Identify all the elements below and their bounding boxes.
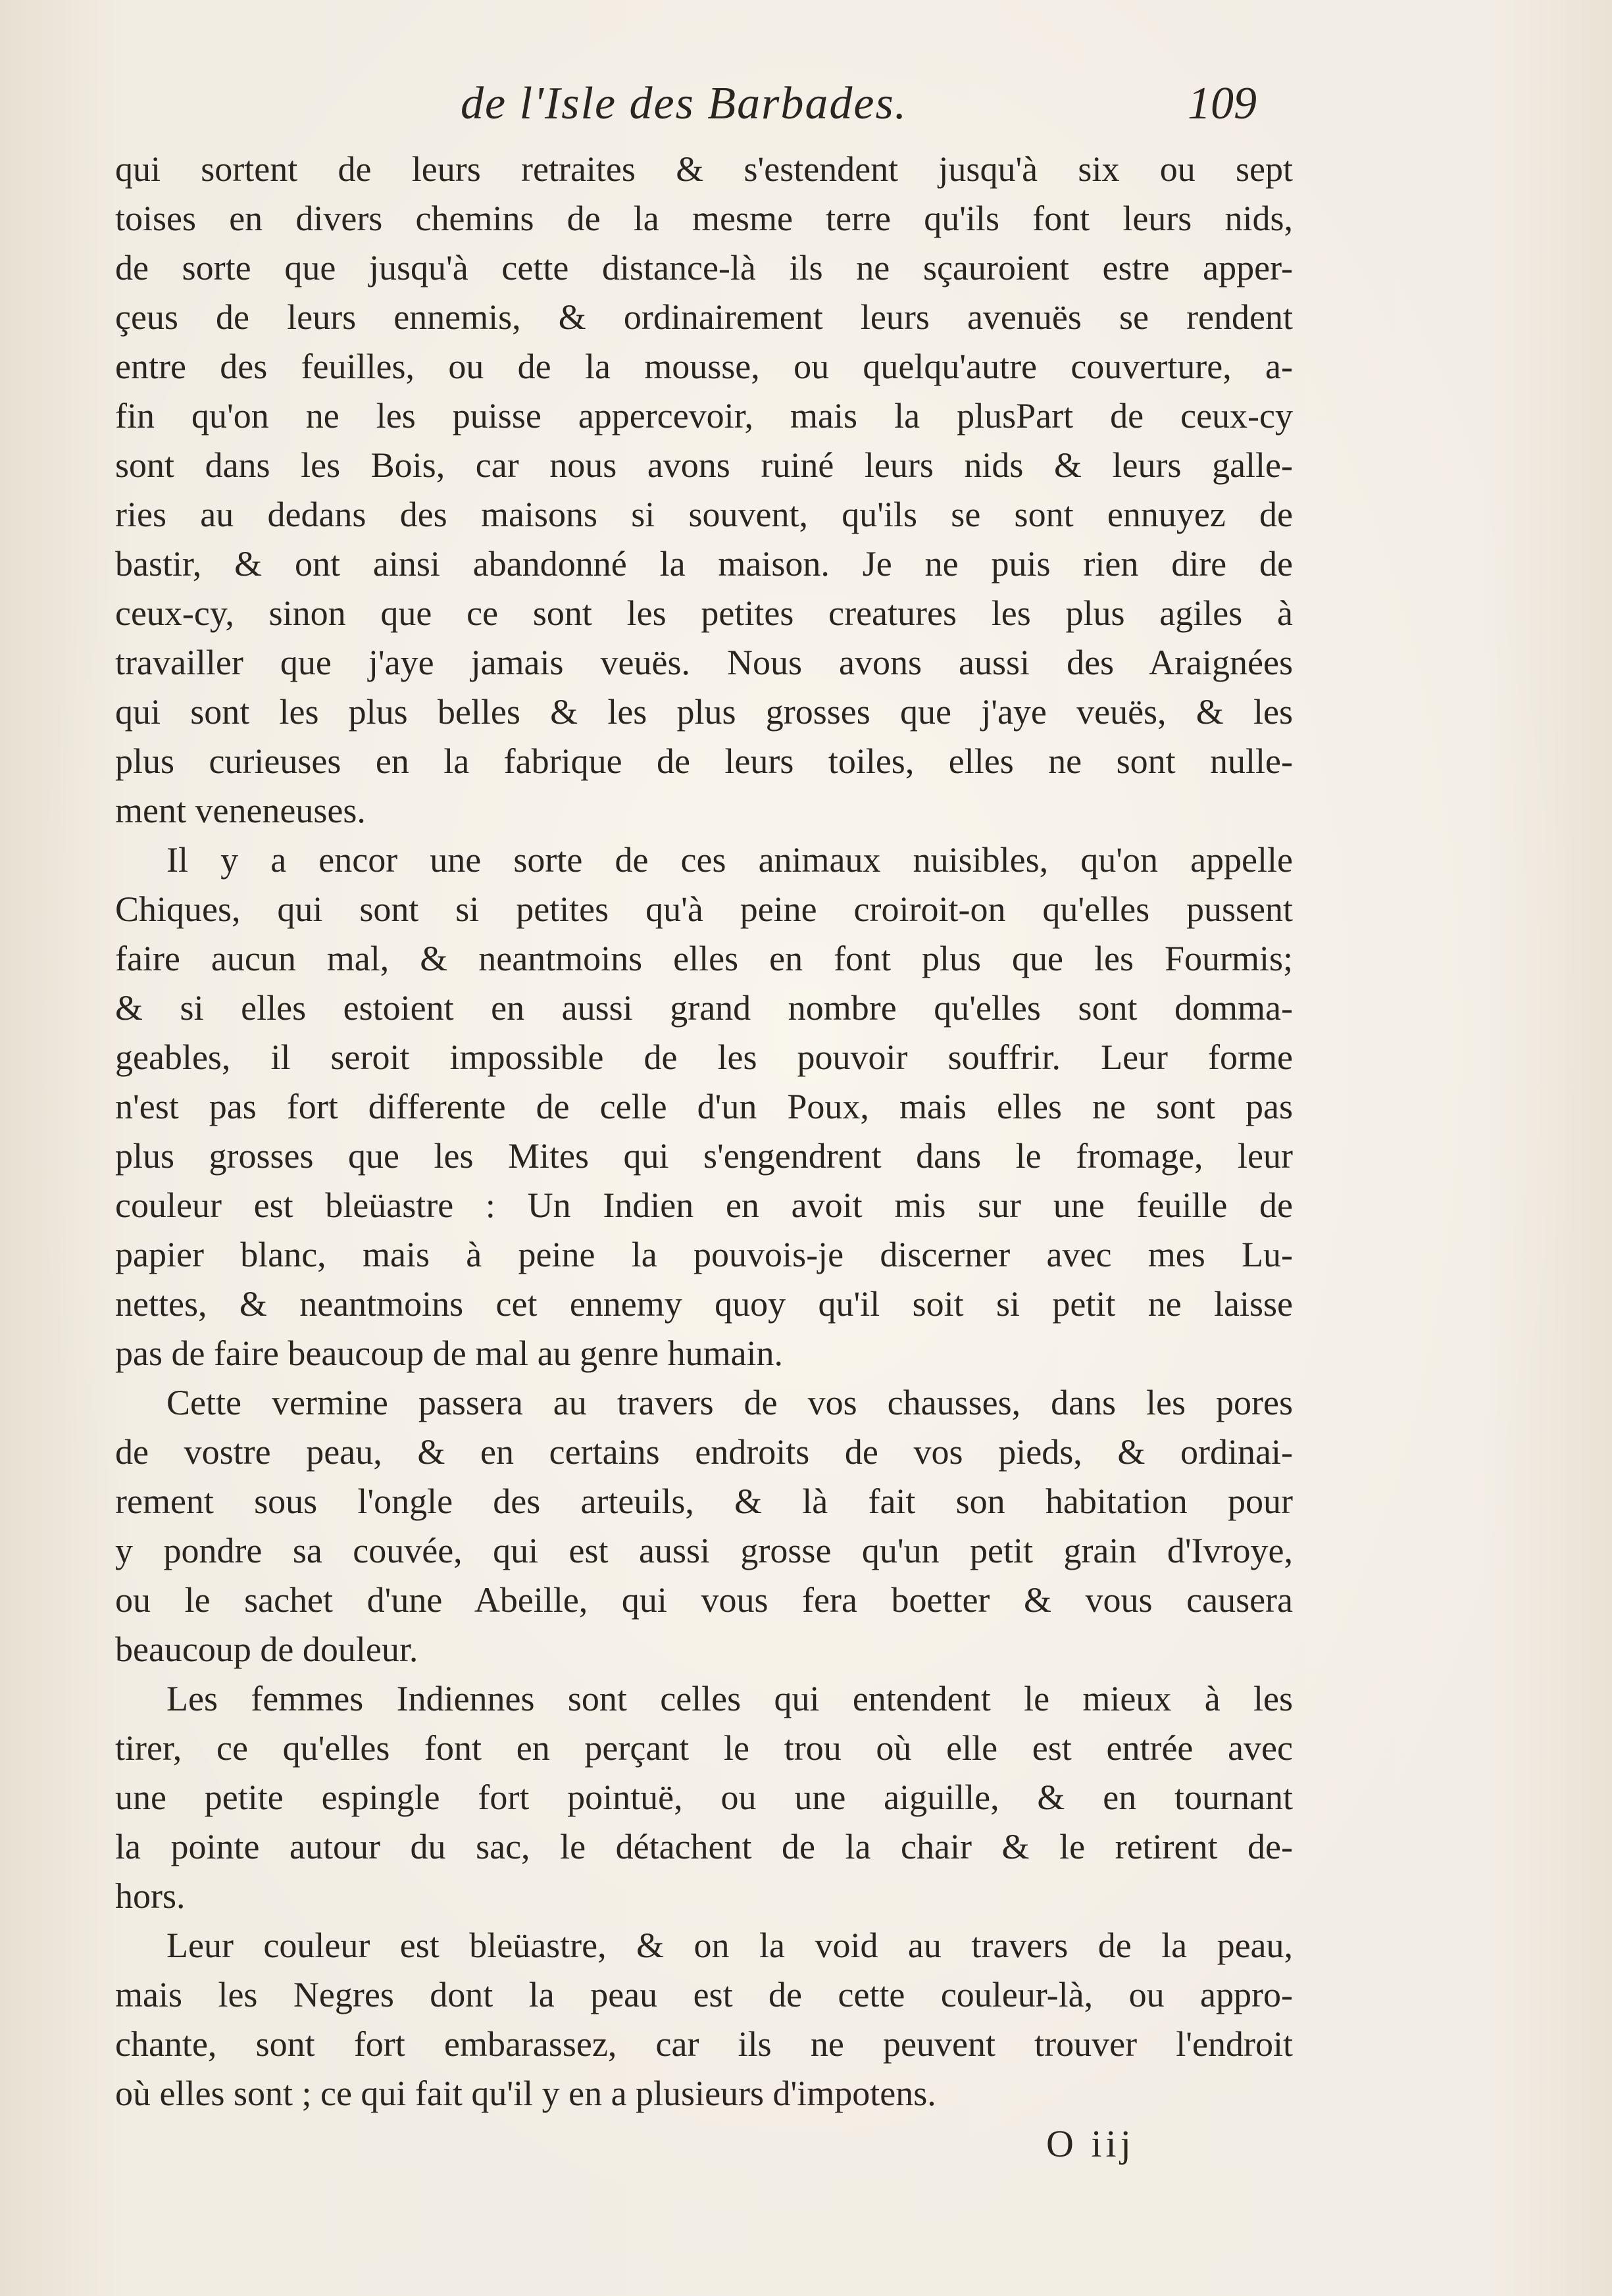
- text-line: chante, sont fort embarassez, car ils ne peuvent trouver l'endroit: [115, 2024, 1293, 2064]
- paragraph-ants: [115, 145, 1293, 836]
- text-line: sont dans les Bois, car nous avons ruiné leurs nids & leurs galle-: [115, 445, 1293, 485]
- text-line: la pointe autour du sac, le détachent de la chair & le retirent de-: [115, 1827, 1293, 1866]
- text-line: couleur est bleüastre : Un Indien en avoit mis sur une feuille de: [115, 1185, 1293, 1225]
- text-line: y pondre sa couvée, qui est aussi grosse qu'un petit grain d'Ivroye,: [115, 1531, 1293, 1570]
- text-line: tirer, ce qu'elles font en perçant le trou où elle est entrée avec: [115, 1728, 1293, 1768]
- text-line: où elles sont ; ce qui fait qu'il y en a plusieurs d'impotens.: [115, 2074, 936, 2113]
- text-line: hors.: [115, 1876, 186, 1916]
- text-line: pas de faire beaucoup de mal au genre humain.: [115, 1334, 784, 1373]
- text-line: mais les Negres dont la peau est de cette couleur-là, ou appro-: [115, 1975, 1293, 2014]
- text-line: Il y a encor une sorte de ces animaux nuisibles, qu'on appelle: [166, 840, 1293, 880]
- text-line: toises en divers chemins de la mesme terre qu'ils font leurs nids,: [115, 199, 1293, 238]
- paragraph-femmes: [115, 1674, 1293, 1921]
- text-line: qui sont les plus belles & les plus grosses que j'aye veuës, & les: [115, 692, 1293, 732]
- text-line: çeus de leurs ennemis, & ordinairement leurs avenuës se rendent: [115, 297, 1293, 337]
- text-line: de vostre peau, & en certains endroits de vos pieds, & ordinai-: [115, 1432, 1293, 1472]
- paragraph-chiques: [115, 836, 1293, 1378]
- text-line: ries au dedans des maisons si souvent, qu'ils se sont ennuyez de: [115, 495, 1293, 534]
- text-line: bastir, & ont ainsi abandonné la maison. Je ne puis rien dire de: [115, 544, 1293, 584]
- text-line: de sorte que jusqu'à cette distance-là ils ne sçauroient estre apper-: [115, 248, 1293, 287]
- text-line: faire aucun mal, & neantmoins elles en font plus que les Fourmis;: [115, 939, 1293, 978]
- body-text: [115, 145, 1293, 2118]
- text-line: ou le sachet d'une Abeille, qui vous fera boetter & vous causera: [115, 1580, 1293, 1620]
- paragraph-vermine: [115, 1378, 1293, 1674]
- text-line: & si elles estoient en aussi grand nombre qu'elles sont domma-: [115, 988, 1293, 1028]
- signature-mark: O iij: [1046, 2122, 1135, 2165]
- text-line: fin qu'on ne les puisse appercevoir, mais la plusPart de ceux-cy: [115, 396, 1293, 436]
- text-line: rement sous l'ongle des arteuils, & là fait son habitation pour: [115, 1482, 1293, 1521]
- text-line: travailler que j'aye jamais veuës. Nous avons aussi des Araignées: [115, 643, 1293, 682]
- text-line: Leur couleur est bleüastre, & on la void au travers de la peau,: [166, 1926, 1293, 1965]
- text-line: beaucoup de douleur.: [115, 1630, 418, 1669]
- text-line: entre des feuilles, ou de la mousse, ou quelqu'autre couverture, a-: [115, 347, 1293, 386]
- text-line: Chiques, qui sont si petites qu'à peine croiroit-on qu'elles pussent: [115, 889, 1293, 929]
- text-line: Les femmes Indiennes sont celles qui entendent le mieux à les: [166, 1679, 1293, 1718]
- text-line: nettes, & neantmoins cet ennemy quoy qu'il soit si petit ne laisse: [115, 1284, 1293, 1324]
- text-line: plus curieuses en la fabrique de leurs toiles, elles ne sont nulle-: [115, 741, 1293, 781]
- running-title: de l'Isle des Barbades.: [461, 78, 908, 129]
- text-line: plus grosses que les Mites qui s'engendrent dans le fromage, leur: [115, 1136, 1293, 1176]
- text-line: papier blanc, mais à peine la pouvois-je discerner avec mes Lu-: [115, 1235, 1293, 1274]
- page-number: 109: [1188, 78, 1257, 129]
- text-line: geables, il seroit impossible de les pouvoir souffrir. Leur forme: [115, 1037, 1293, 1077]
- paragraph-couleur: [115, 1921, 1293, 2118]
- text-line: qui sortent de leurs retraites & s'estendent jusqu'à six ou sept: [115, 149, 1293, 189]
- text-line: Cette vermine passera au travers de vos chausses, dans les pores: [166, 1383, 1293, 1422]
- text-line: n'est pas fort differente de celle d'un Poux, mais elles ne sont pas: [115, 1087, 1293, 1126]
- text-line: ment veneneuses.: [115, 791, 366, 830]
- text-line: une petite espingle fort pointuë, ou une aiguille, & en tournant: [115, 1778, 1293, 1817]
- text-line: ceux-cy, sinon que ce sont les petites creatures les plus agiles à: [115, 593, 1293, 633]
